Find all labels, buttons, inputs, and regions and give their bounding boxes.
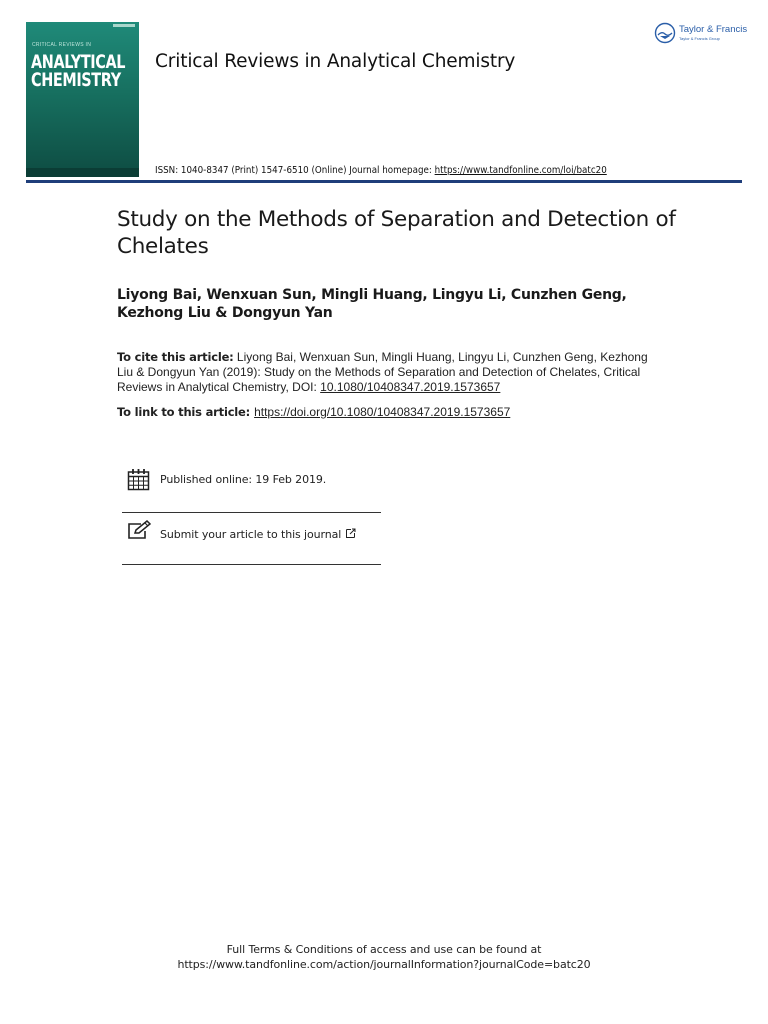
cover-decoration <box>113 24 135 27</box>
issn-text: ISSN: 1040-8347 (Print) 1547-6510 (Online) Journal homepage: <box>155 165 435 176</box>
cite-label: To cite this article: <box>117 350 234 364</box>
journal-cover <box>26 22 139 177</box>
cover-footer-band <box>26 168 139 177</box>
issn-line <box>155 165 607 176</box>
footer-terms-text: Full Terms & Conditions of access and use can be found at <box>226 943 542 956</box>
edit-icon <box>127 520 152 545</box>
cite-text: Liyong Bai, Wenxuan Sun, Mingli Huang, Lingyu Li, Cunzhen Geng, Kezhong Liu & Dongyun Yan (2019): Study on the Methods of Separation and Detection of Chelates, Critical Reviews in Analytical Chemistry, DOI: <box>117 350 648 394</box>
external-link-icon <box>345 528 356 542</box>
cover-title-line1: ANALYTICAL <box>31 52 126 73</box>
article-title: Study on the Methods of Separation and Detection of Chelates <box>117 207 676 259</box>
calendar-icon <box>127 468 150 496</box>
publisher-name: Taylor & Francis <box>679 24 748 35</box>
submit-article-label: Submit your article to this journal <box>160 528 342 541</box>
link-label: To link to this article: <box>117 405 251 419</box>
footer-terms-link[interactable]: https://www.tandfonline.com/action/journalInformation?journalCode=batc20 <box>177 958 591 971</box>
article-link-line <box>117 405 510 419</box>
citation-block <box>117 350 657 395</box>
journal-title: Critical Reviews in Analytical Chemistry <box>155 51 516 72</box>
article-doi-url-link[interactable]: https://doi.org/10.1080/10408347.2019.1573657 <box>254 405 511 419</box>
meta-divider-top <box>122 512 381 513</box>
article-authors: Liyong Bai, Wenxuan Sun, Mingli Huang, Lingyu Li, Cunzhen Geng, Kezhong Liu & Dongyun Yan <box>117 287 627 321</box>
publisher-logo-icon <box>654 22 676 44</box>
meta-divider-bottom <box>122 564 381 565</box>
header-divider <box>26 180 742 183</box>
submit-article-link[interactable] <box>160 528 356 542</box>
journal-homepage-link[interactable]: https://www.tandfonline.com/loi/batc20 <box>434 165 607 176</box>
publisher-group: Taylor & Francis Group <box>679 36 720 41</box>
cover-series-text: CRITICAL REVIEWS IN <box>32 42 92 48</box>
doi-link[interactable]: 10.1080/10408347.2019.1573657 <box>320 380 501 394</box>
published-date: Published online: 19 Feb 2019. <box>160 473 327 486</box>
cover-title-line2: CHEMISTRY <box>31 70 121 91</box>
